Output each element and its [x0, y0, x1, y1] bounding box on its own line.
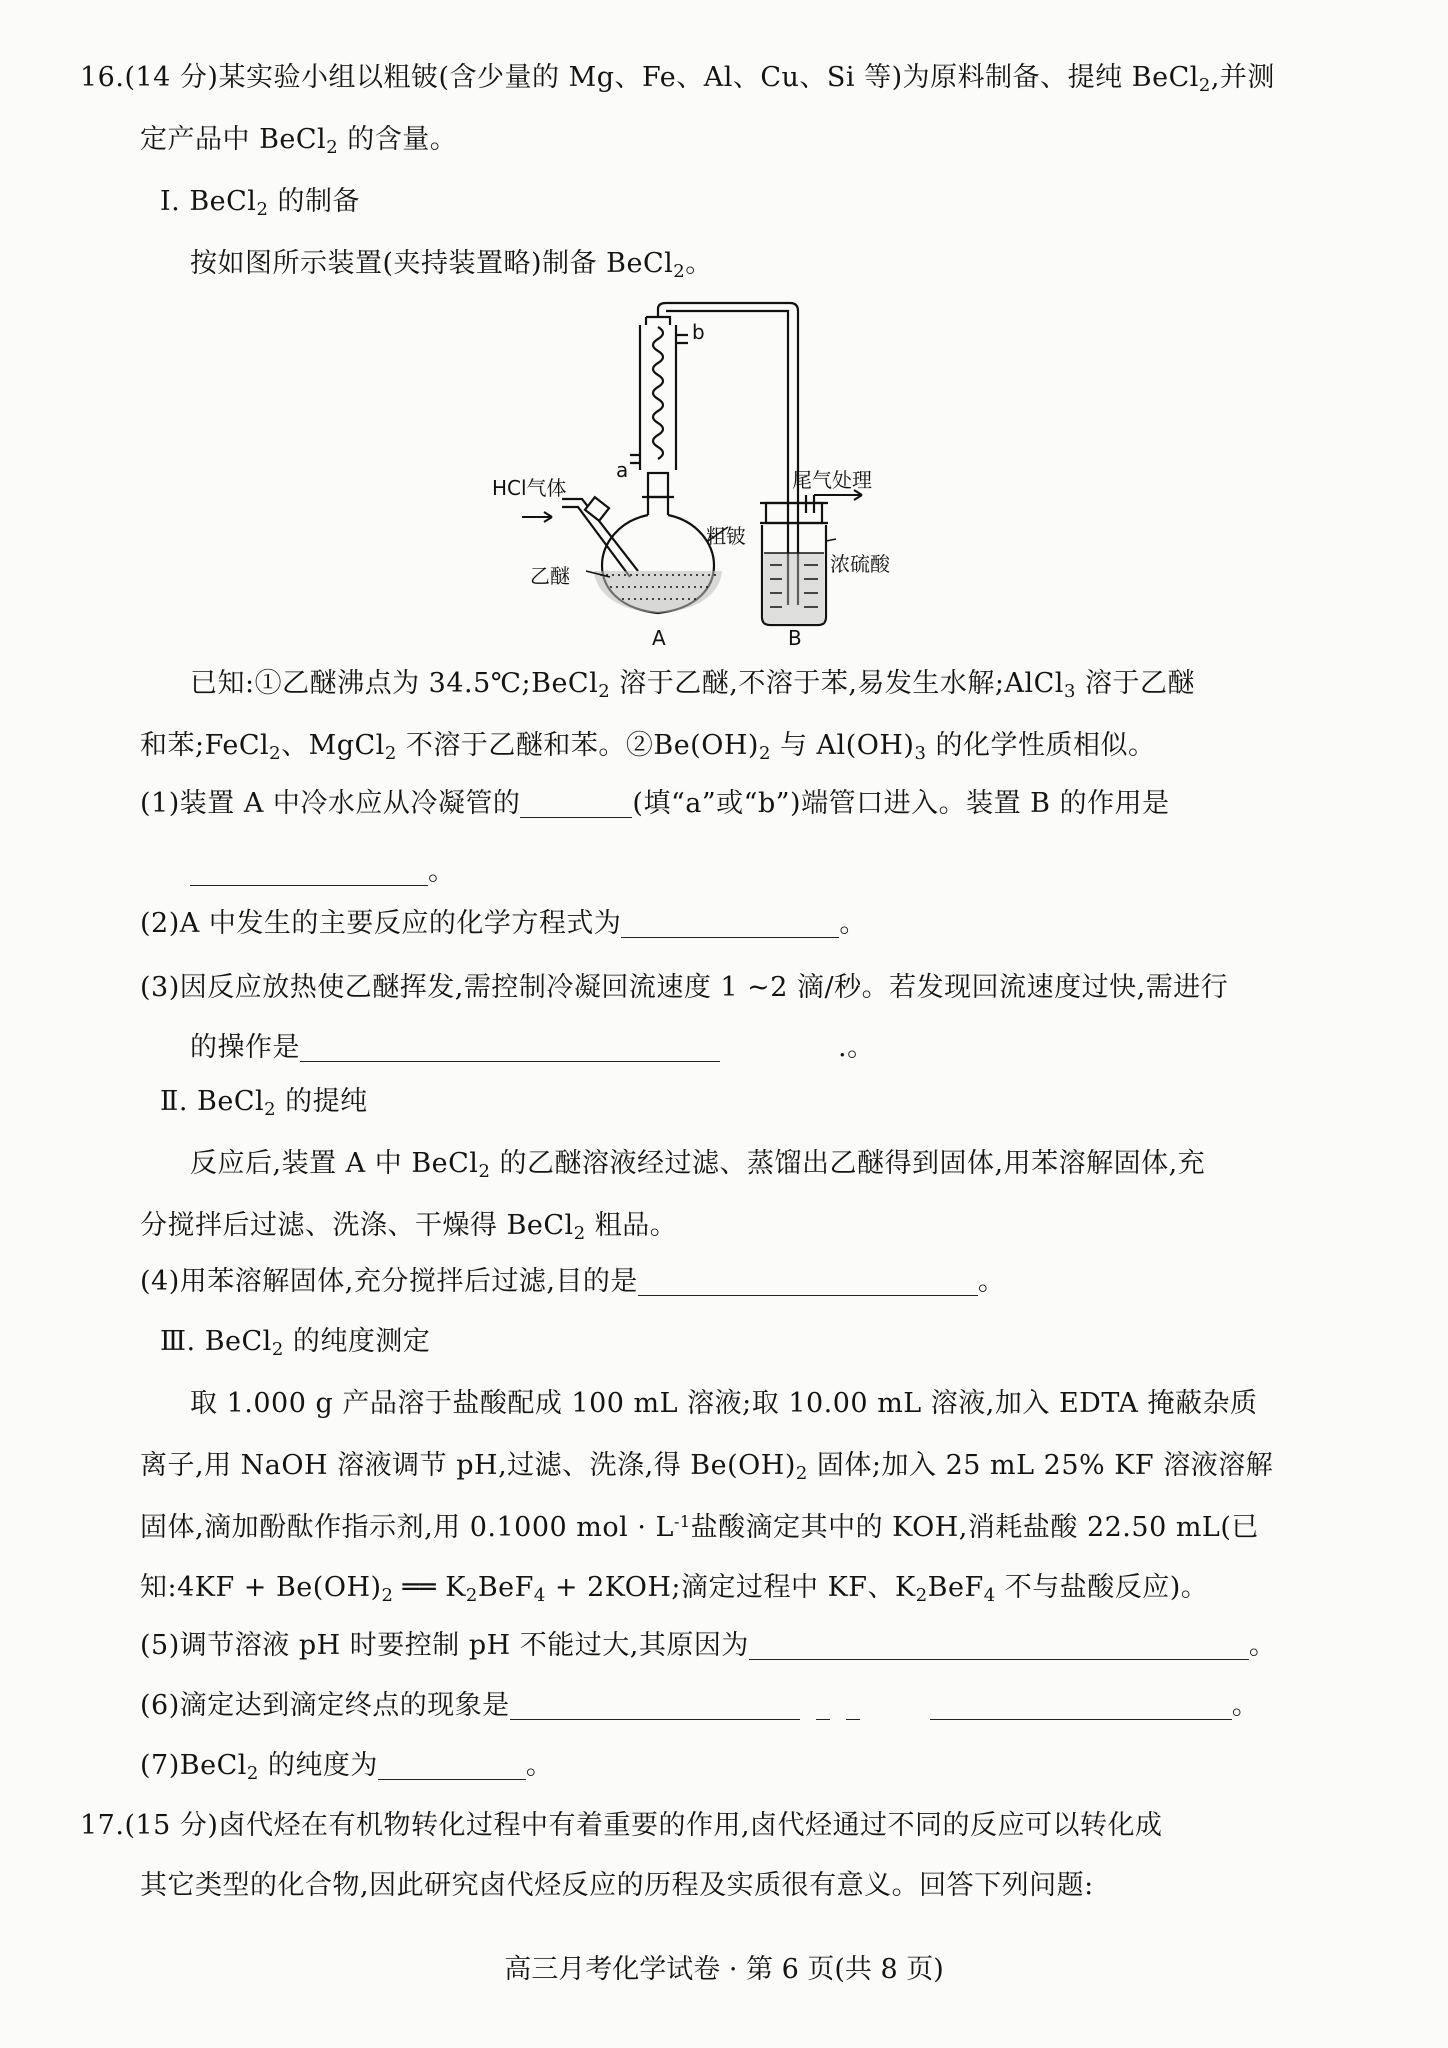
known-info-line2: 和苯;FeCl$_2$、MgCl$_2$ 不溶于乙醚和苯。$②Be(OH)_2$ 与 $Al(OH)_3$ 的化学性质相似。 — [140, 730, 1156, 764]
part-7: (7)BeCl$_2$ 的纯度为 。 — [140, 1750, 554, 1784]
part-1: (1)装置 A 中冷水应从冷凝管的 (填“a”或“b”)端管口进入。装置 B 的作用是 — [140, 788, 1170, 819]
answer-blank-2[interactable] — [621, 913, 839, 938]
label-hcl-gas: HCl气体 — [492, 476, 567, 500]
section-1-text: 按如图所示装置(夹持装置略)制备 BeCl$_2$。 — [190, 248, 713, 282]
label-A: A — [652, 626, 666, 650]
known-info-line1: 已知:①乙醚沸点为 34.5℃;BeCl$_2$ 溶于乙醚,不溶于苯,易发生水解;AlCl$_3$ 溶于乙醚 — [190, 668, 1195, 702]
answer-blank-1a[interactable] — [520, 793, 632, 818]
section-2-heading: Ⅱ. BeCl$_2$ 的提纯 — [160, 1086, 368, 1120]
answer-blank-5[interactable] — [749, 1635, 1249, 1660]
section-3-line2: 离子,用 NaOH 溶液调节 pH,过滤、洗涤,得 $Be(OH)_2$ 固体;加入 25 mL 25% KF 溶液溶解 — [140, 1450, 1274, 1484]
page-footer: 高三月考化学试卷 · 第 6 页(共 8 页) — [504, 1954, 944, 1985]
connecting-tube — [658, 303, 798, 485]
section-1-heading: Ⅰ. BeCl$_2$ 的制备 — [160, 186, 360, 220]
q16-intro-line2: 定产品中 BeCl$_2$ 的含量。 — [140, 124, 458, 158]
answer-blank-3[interactable] — [300, 1037, 720, 1062]
q17-line2: 其它类型的化合物,因此研究卤代烃反应的历程及实质很有意义。回答下列问题: — [140, 1870, 1094, 1901]
q16-intro-line1: 16.(14 分)某实验小组以粗铍(含少量的 Mg、Fe、Al、Cu、Si 等)为原料制备、提纯 BeCl$_2$,并测 — [80, 62, 1275, 96]
answer-blank-6b[interactable] — [930, 1695, 1232, 1720]
section-3-heading: Ⅲ. BeCl$_2$ 的纯度测定 — [160, 1326, 431, 1360]
label-tail-gas: 尾气处理 — [792, 468, 872, 492]
ether-liquid — [594, 571, 722, 613]
part-2: (2)A 中发生的主要反应的化学方程式为 。 — [140, 908, 867, 939]
answer-blank-1b[interactable] — [190, 861, 428, 886]
q17-line1: 17.(15 分)卤代烃在有机物转化过程中有着重要的作用,卤代烃通过不同的反应可以转化成 — [80, 1810, 1163, 1841]
section-3-line1: 取 1.000 g 产品溶于盐酸配成 100 mL 溶液;取 10.00 mL 溶液,加入 EDTA 掩蔽杂质 — [190, 1388, 1258, 1419]
part-1-line2: 。 — [190, 852, 456, 892]
part-3-line1: (3)因反应放热使乙醚挥发,需控制冷凝回流速度 1 ~2 滴/秒。若发现回流速度过快,需进行 — [140, 972, 1229, 1003]
condenser-coil — [653, 327, 663, 459]
section-2-line1: 反应后,装置 A 中 BeCl$_2$ 的乙醚溶液经过滤、蒸馏出乙醚得到固体,用苯溶解固体,充 — [190, 1148, 1206, 1182]
sulfuric-acid-liquid — [764, 553, 824, 623]
label-B: B — [788, 626, 802, 650]
question-score: (14 分) — [124, 62, 219, 93]
label-ether: 乙醚 — [530, 564, 570, 588]
section-2-line2: 分搅拌后过滤、洗涤、干燥得 BeCl$_2$ 粗品。 — [140, 1210, 678, 1244]
part-6: (6)滴定达到滴定终点的现象是 。 — [140, 1690, 1260, 1721]
answer-blank-4[interactable] — [638, 1271, 978, 1296]
part-5: (5)调节溶液 pH 时要控制 pH 不能过大,其原因为 。 — [140, 1630, 1277, 1661]
answer-blank-6[interactable] — [510, 1695, 800, 1720]
section-3-line3: 固体,滴加酚酞作指示剂,用 0.1000 mol · $L^{-1}$盐酸滴定其中的 KOH,消耗盐酸 22.50 mL(已 — [140, 1512, 1259, 1543]
flask-stopper — [648, 473, 668, 497]
label-sulfuric-acid: 浓硫酸 — [830, 552, 890, 576]
part-3-line2: 的操作是 .。 — [190, 1032, 875, 1063]
label-a: a — [616, 458, 629, 482]
part-4: (4)用苯溶解固体,充分搅拌后过滤,目的是 。 — [140, 1266, 1006, 1297]
label-b: b — [692, 320, 705, 344]
label-crude-be: 粗铍 — [706, 524, 746, 548]
question-score: (15 分) — [124, 1810, 219, 1841]
question-number: 17. — [80, 1810, 125, 1841]
apparatus-diagram — [470, 295, 930, 655]
answer-blank-7[interactable] — [378, 1755, 526, 1780]
section-3-line4: 知:4KF + $Be(OH)_2$ ══ $K_2BeF_4 + 2KOH$;滴定过程中 KF、$K_2BeF_4$ 不与盐酸反应)。 — [140, 1572, 1209, 1606]
question-number: 16. — [80, 62, 125, 93]
